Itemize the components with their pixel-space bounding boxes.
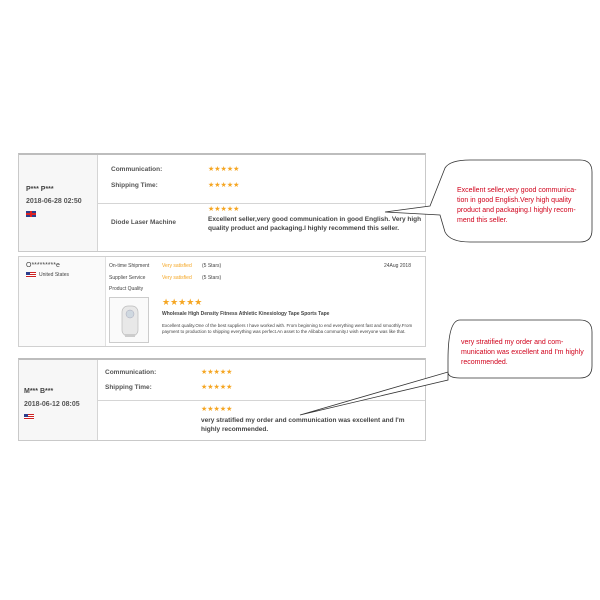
shipment-label: On-time Shipment xyxy=(109,263,150,269)
shipping-label: Shipping Time: xyxy=(111,182,158,189)
shipping-label: Shipping Time: xyxy=(105,384,152,391)
service-stars: (5 Stars) xyxy=(202,275,222,281)
rating-stars: ★★★★★ xyxy=(162,297,203,307)
quality-label: Product Quality xyxy=(109,286,144,292)
shipment-value: Very satisfied xyxy=(162,263,192,269)
rating-stars: ★★★★★ xyxy=(201,406,233,413)
rating-stars: ★★★★★ xyxy=(208,206,240,213)
product-name[interactable]: Wholesale High Density Fitness Athletic Kinesiology Tape Sports Tape xyxy=(162,311,330,317)
callout-text-2: very stratified my order and com-munication was excellent and I'm highly recommended. xyxy=(461,339,584,366)
communication-stars: ★★★★★ xyxy=(201,369,233,376)
communication-label: Communication: xyxy=(105,369,157,376)
reviewer-name: O*********e xyxy=(26,262,60,269)
review-text: Excellent quality.One of the best suppliers I have worked with. From beginning to end everything went fast and smoothly.From payment to production to shipping everything was perfect.An asset to the Alibaba community.I wish everyone was like that. xyxy=(162,323,413,334)
shipping-stars: ★★★★★ xyxy=(201,384,233,391)
service-value: Very satisfied xyxy=(162,275,192,281)
shipment-stars: (5 Stars) xyxy=(202,263,222,269)
communication-label: Communication: xyxy=(111,166,163,173)
review-date: 24Aug 2018 xyxy=(384,263,411,269)
service-label: Supplier Service xyxy=(109,275,146,281)
shipping-stars: ★★★★★ xyxy=(208,182,240,189)
reviewer-name: P*** P*** xyxy=(26,186,54,193)
reviewer-country: United States xyxy=(39,272,70,278)
review-text: very stratified my order and communication was excellent and I'm highly recommended. xyxy=(201,417,405,433)
callout-text-1: Excellent seller,very good communica-tion in good English.Very high quality product and packaging.I highly recom-mend this seller. xyxy=(457,187,577,224)
review-date: 2018-06-28 02:50 xyxy=(26,198,82,205)
review-text: Excellent seller,very good communication in good English. Very high quality product and packaging.I highly recommend this seller. xyxy=(208,216,422,232)
product-name: Diode Laser Machine xyxy=(111,219,177,226)
reviewer-name: M*** B*** xyxy=(24,388,54,395)
review-date: 2018-06-12 08:05 xyxy=(24,401,80,408)
communication-stars: ★★★★★ xyxy=(208,166,240,173)
